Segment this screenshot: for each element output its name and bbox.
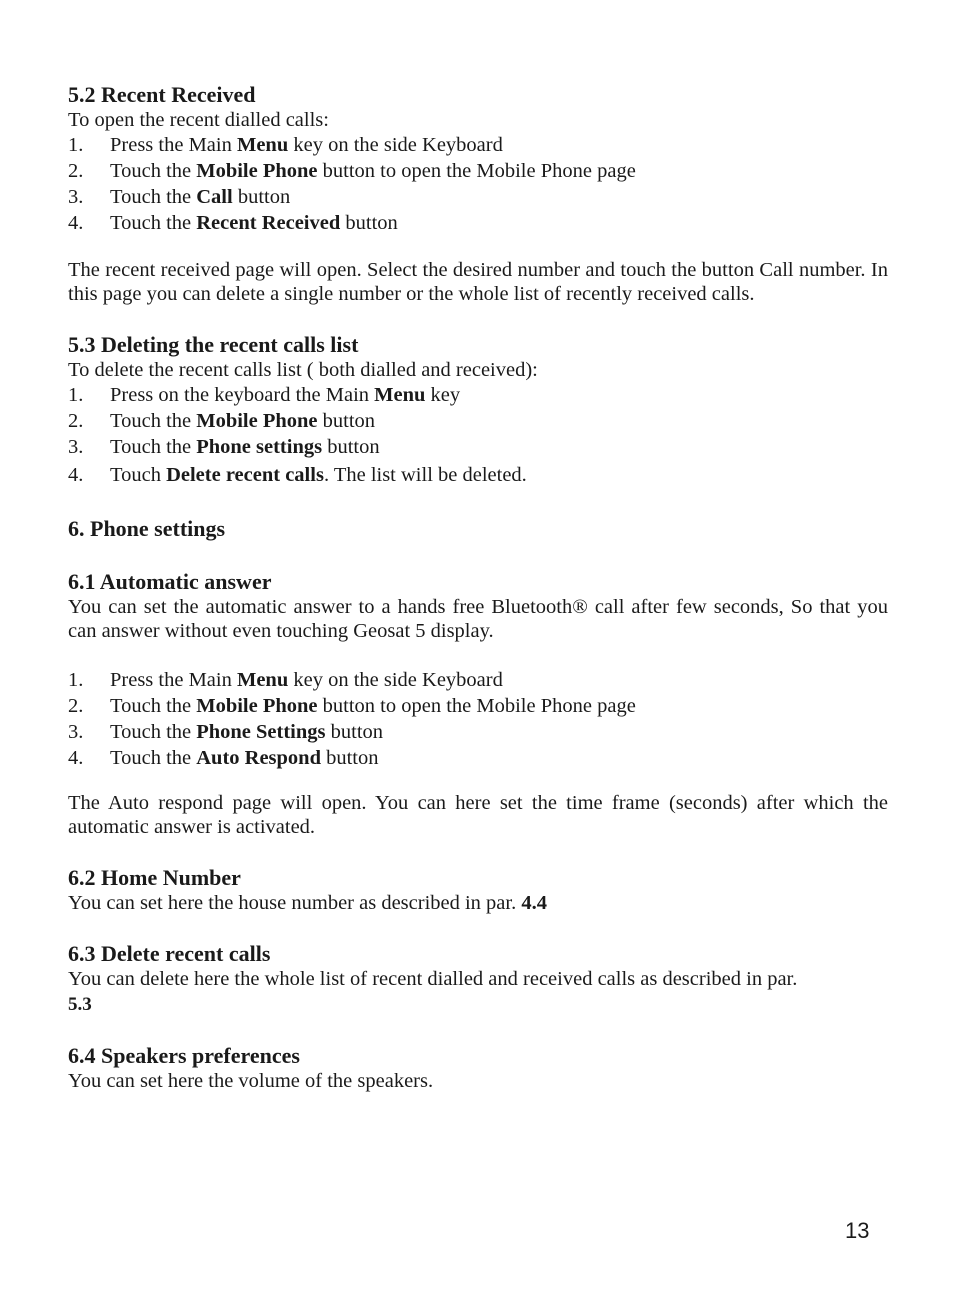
list-item (68, 693, 888, 719)
section-heading-6-1: 6.1 Automatic answer (68, 569, 272, 594)
list-item (68, 210, 888, 236)
step-keyword: Call (196, 186, 233, 208)
step-number: 4. (68, 212, 84, 234)
section-heading-6: 6. Phone settings (68, 516, 226, 541)
step-text: Press the Main (110, 669, 237, 691)
step-text: Touch the (110, 721, 197, 743)
step-text: Touch the (110, 160, 197, 182)
step-number: 1. (68, 669, 84, 691)
paragraph-reference: 5.3 (68, 994, 92, 1015)
step-text: button to open the Mobile Phone page (317, 695, 636, 717)
list-item (68, 382, 888, 408)
section-heading-6-2: 6.2 Home Number (68, 865, 241, 890)
list-item (68, 434, 888, 460)
list-item (68, 745, 888, 771)
section-heading-5-2: 5.2 Recent Received (68, 82, 256, 107)
step-number: 2. (68, 410, 84, 432)
step-keyword: Recent Received (196, 212, 341, 234)
list-item (68, 667, 888, 693)
step-text: Touch the (110, 186, 197, 208)
document-page (68, 82, 888, 1093)
step-number: 1. (68, 134, 84, 156)
step-text: Touch the (110, 695, 197, 717)
list-item (68, 158, 888, 184)
body-paragraph: You can set here the volume of the speakers. (68, 1070, 434, 1092)
body-paragraph: You can delete here the whole list of recent dialled and received calls as described in par. (68, 968, 798, 990)
step-number: 3. (68, 721, 84, 743)
step-number: 3. (68, 436, 84, 458)
step-text: button (317, 410, 376, 432)
list-item (68, 719, 888, 745)
body-paragraph: You can set the automatic answer to a hands free Bluetooth® call after few seconds, So that you can answer without even touching Geosat 5 display. (68, 596, 888, 642)
step-number: 4. (68, 747, 84, 769)
step-text: button (322, 436, 380, 458)
step-keyword: Phone settings (196, 436, 323, 458)
body-text: You can set here the house number as described in par. (68, 892, 522, 914)
step-text: Press on the keyboard the Main (110, 384, 375, 406)
step-keyword: Menu (374, 384, 426, 406)
step-number: 2. (68, 695, 84, 717)
step-keyword: Mobile Phone (196, 695, 318, 717)
section-heading-6-3: 6.3 Delete recent calls (68, 941, 271, 966)
step-text: button (232, 186, 291, 208)
step-text: key on the side Keyboard (288, 134, 503, 156)
step-keyword: Phone Settings (196, 721, 326, 743)
intro-text: To delete the recent calls list ( both dialled and received): (68, 359, 538, 381)
steps-list-5-2 (68, 132, 888, 236)
body-paragraph: The Auto respond page will open. You can here set the time frame (seconds) after which the automatic answer is activated. (68, 792, 888, 838)
step-keyword: Menu (236, 669, 289, 691)
step-text: Touch the (110, 212, 197, 234)
step-text: button to open the Mobile Phone page (317, 160, 636, 182)
list-item (68, 184, 888, 210)
steps-list-6-1 (68, 667, 888, 771)
step-text: button (320, 747, 379, 769)
step-text: Touch the (110, 436, 197, 458)
step-number: 4. (68, 464, 84, 486)
step-text: Touch (110, 464, 167, 486)
step-text: . The list will be deleted. (323, 464, 527, 486)
page-number: 13 (845, 1218, 870, 1243)
step-number: 1. (68, 384, 84, 406)
body-paragraph (68, 891, 888, 915)
step-text: key on the side Keyboard (288, 669, 503, 691)
step-text: button (340, 212, 398, 234)
step-number: 3. (68, 186, 84, 208)
list-item (68, 462, 888, 488)
step-keyword: Auto Respond (196, 747, 321, 769)
body-paragraph: The recent received page will open. Select the desired number and touch the button Call number. In this page you can delete a single number or the whole list of recently received calls. (68, 259, 888, 305)
step-keyword: Delete recent calls (166, 464, 324, 486)
list-item (68, 132, 888, 158)
step-keyword: Mobile Phone (196, 160, 318, 182)
list-item (68, 408, 888, 434)
section-heading-6-4: 6.4 Speakers preferences (68, 1043, 300, 1068)
step-text: key (425, 384, 461, 406)
step-text: Press the Main (110, 134, 237, 156)
paragraph-reference: 4.4 (521, 892, 547, 914)
step-keyword: Mobile Phone (196, 410, 318, 432)
step-text: Touch the (110, 410, 197, 432)
step-text: Touch the (110, 747, 197, 769)
section-heading-5-3: 5.3 Deleting the recent calls list (68, 332, 359, 357)
steps-list-5-3 (68, 382, 888, 488)
step-keyword: Menu (236, 134, 289, 156)
step-number: 2. (68, 160, 84, 182)
step-text: button (325, 721, 384, 743)
intro-text: To open the recent dialled calls: (68, 109, 329, 131)
